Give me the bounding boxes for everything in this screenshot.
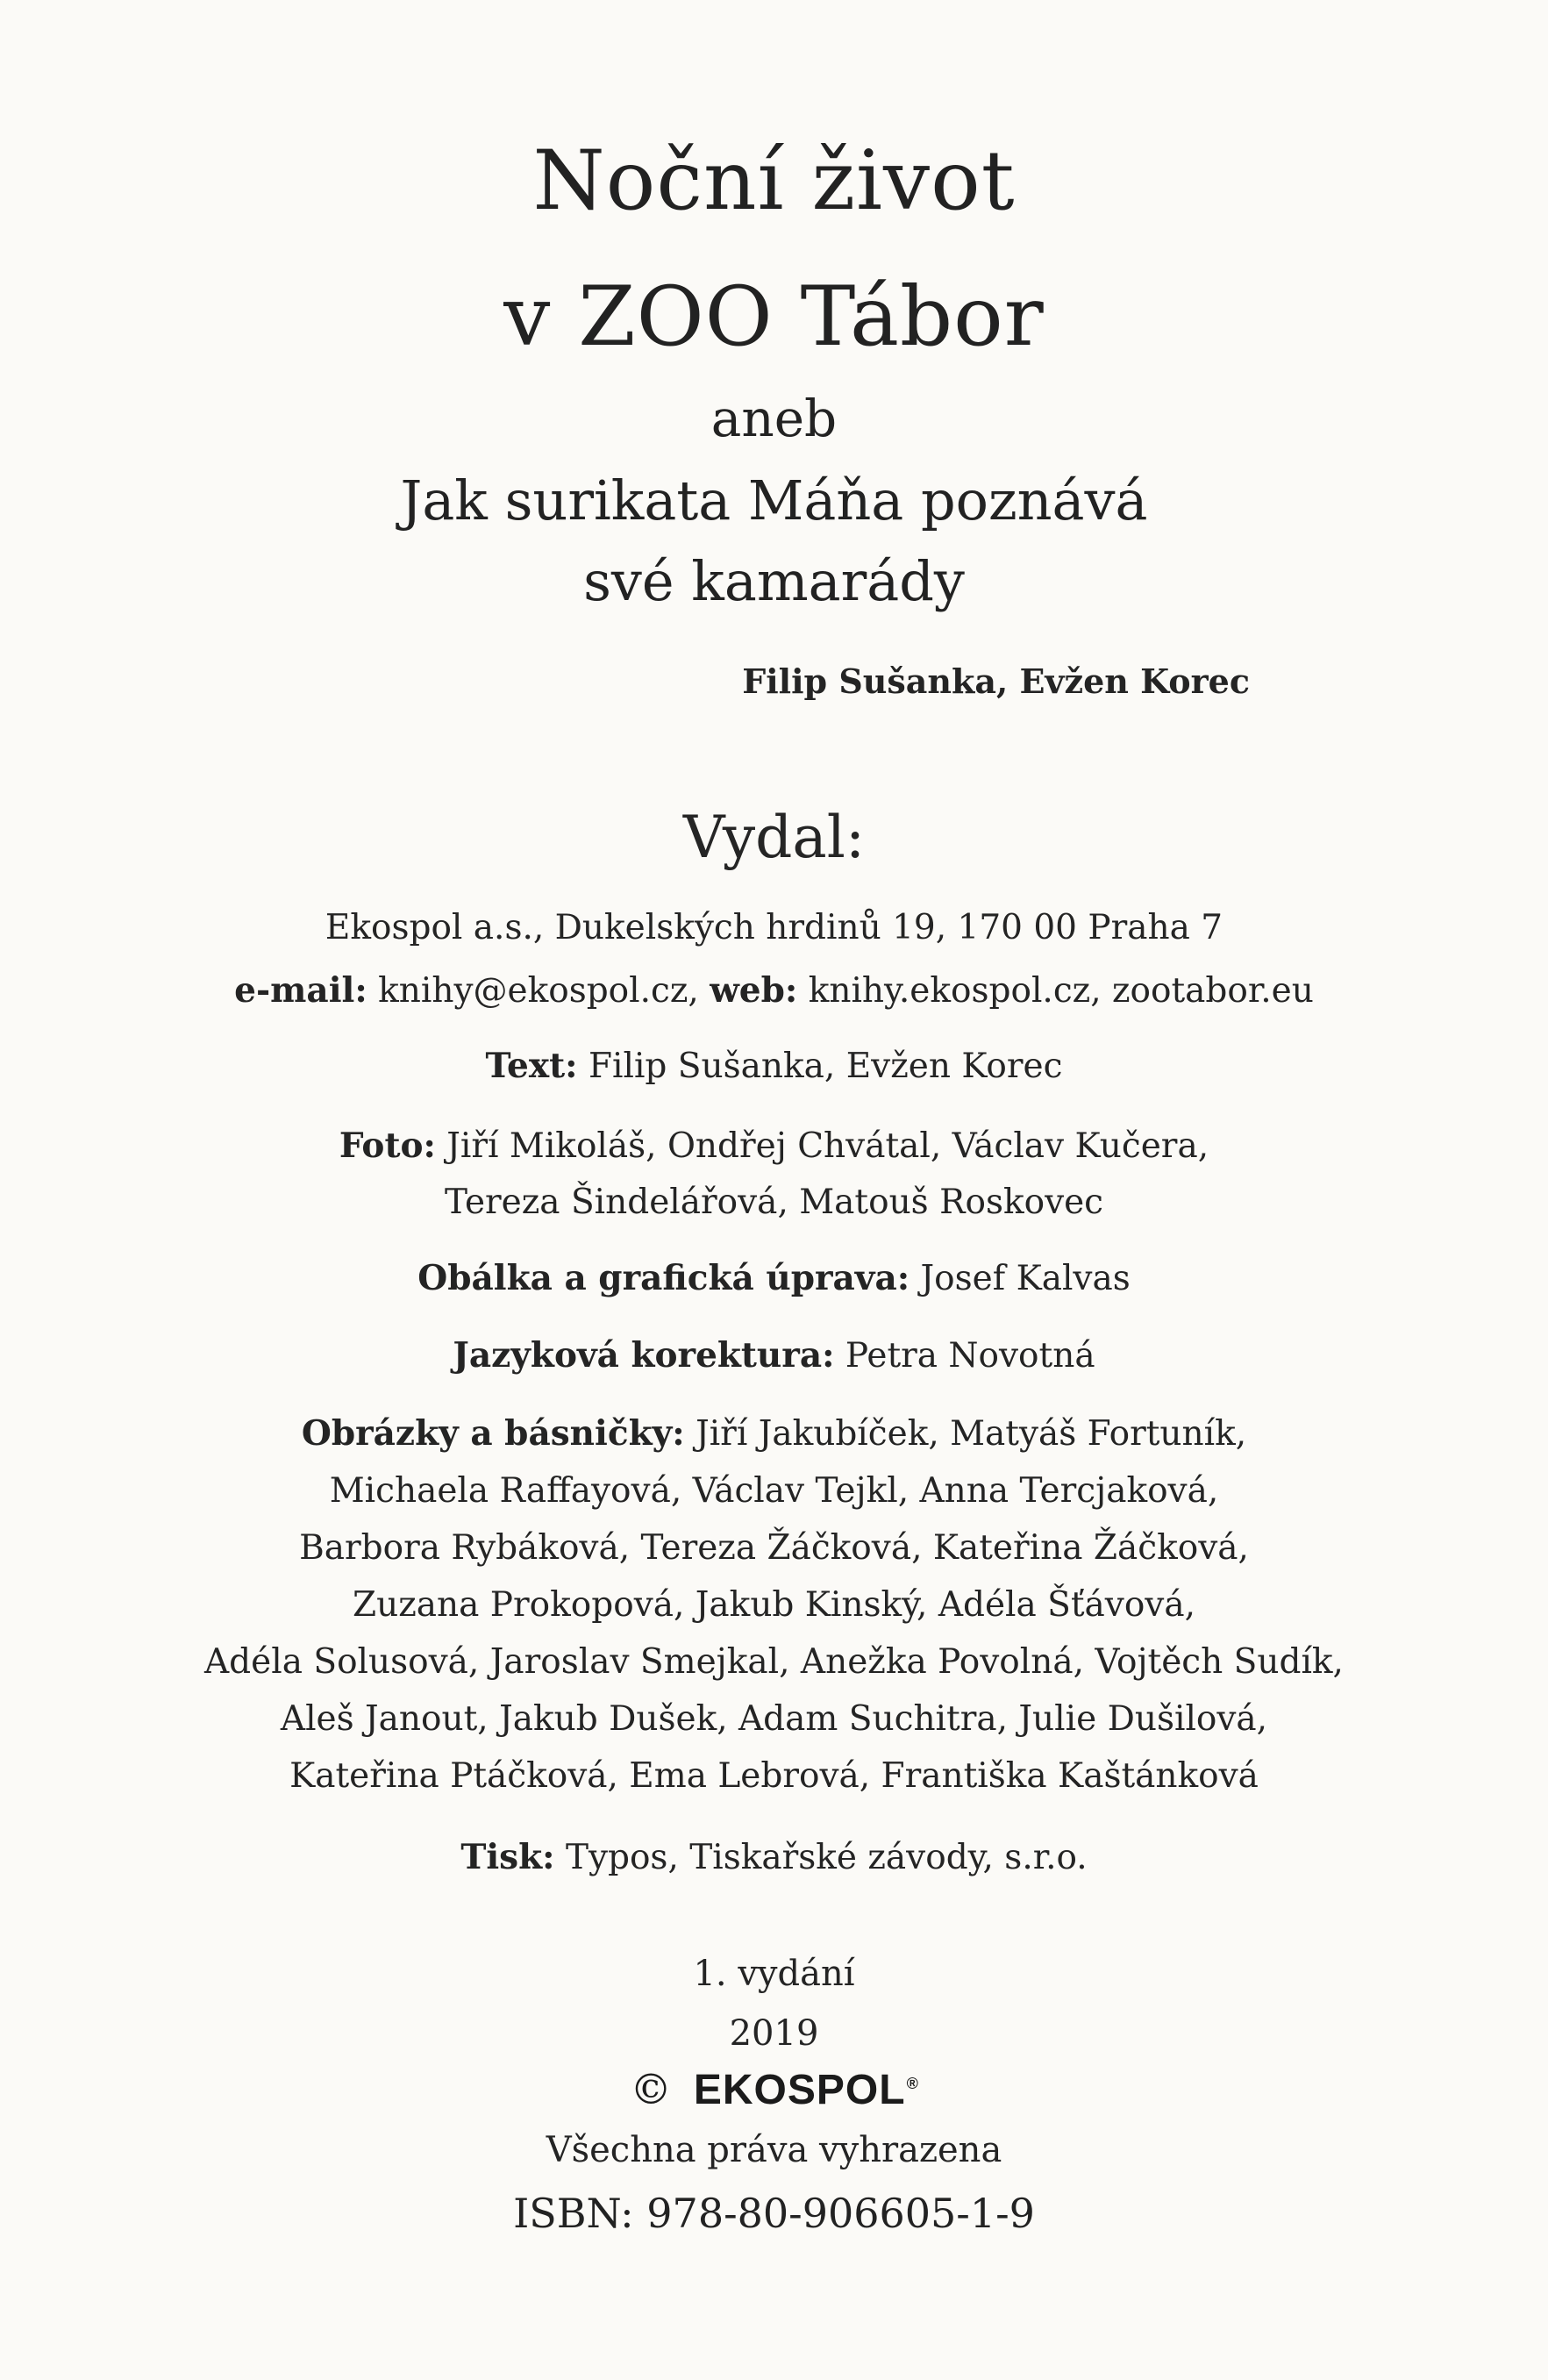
proof-label: Jazyková korektura: [453,1335,835,1376]
credit-cover [0,1258,1548,1298]
proof-value: Petra Novotná [845,1336,1095,1376]
text-value: Filip Sušanka, Evžen Korec [588,1047,1063,1086]
print-value: Typos, Tiskařské závody, s.r.o. [565,1838,1088,1877]
registered-mark: ® [906,2075,918,2092]
credit-illustrations-line-4: Zuzana Prokopová, Jakub Kinský, Adéla Šťávová, [353,1585,1195,1625]
credit-text [0,1046,1548,1086]
subtitle-aneb: aneb [710,389,838,448]
authors: Filip Sušanka, Evžen Korec [742,661,1250,701]
illustrations-value-1: Jiří Jakubíček, Matyáš Fortuník, [696,1414,1247,1454]
credit-illustrations-line-6: Aleš Janout, Jakub Dušek, Adam Suchitra, Julie Dušilová, [280,1699,1268,1739]
ekospol-logo: EKOSPOL [693,2067,906,2113]
credit-illustrations-line-7: Kateřina Ptáčková, Ema Lebrová, Františka Kaštánková [289,1756,1259,1796]
title-line-1: Noční život [532,133,1016,229]
credit-photo-line-2: Tereza Šindelářová, Matouš Roskovec [444,1183,1104,1222]
subtitle-line-2: Jak surikata Máňa poznává [400,468,1148,532]
brand-line [0,2065,1548,2114]
credit-proofreading [0,1335,1548,1376]
email-label: e-mail: [234,970,367,1011]
credit-illustrations-line-5: Adéla Solusová, Jaroslav Smejkal, Anežka Povolná, Vojtěch Sudík, [204,1642,1344,1682]
copyright-symbol: © [630,2065,673,2114]
print-label: Tisk: [460,1837,555,1877]
credit-illustrations-line-1 [0,1413,1548,1454]
publisher-heading: Vydal: [682,804,866,871]
rights-reserved: Všechna práva vyhrazena [546,2130,1002,2170]
isbn: ISBN: 978-80-906605-1-9 [513,2190,1035,2237]
credit-illustrations-line-2: Michaela Raffayová, Václav Tejkl, Anna Tercjaková, [329,1471,1219,1511]
subtitle-line-3: své kamarády [583,549,965,613]
cover-label: Obálka a grafická úprava: [417,1258,910,1298]
credit-print [0,1837,1548,1877]
edition-year: 2019 [729,2013,819,2054]
web-label: web: [710,970,798,1011]
publisher-address: Ekospol a.s., Dukelských hrdinů 19, 170 00 Praha 7 [325,908,1223,947]
illustrations-label: Obrázky a básničky: [301,1413,685,1454]
photo-label: Foto: [339,1126,436,1166]
photo-value-1: Jiří Mikoláš, Ondřej Chvátal, Václav Kučera, [446,1126,1209,1166]
cover-value: Josef Kalvas [920,1259,1131,1298]
publisher-contact [0,970,1548,1011]
email-value: knihy@ekospol.cz, [378,971,699,1011]
title-line-2: v ZOO Tábor [503,269,1045,365]
edition-label: 1. vydání [693,1954,855,1994]
web-value: knihy.ekospol.cz, zootabor.eu [808,971,1314,1011]
credit-illustrations-line-3: Barbora Rybáková, Tereza Žáčková, Kateřina Žáčková, [299,1528,1249,1568]
text-label: Text: [485,1046,578,1086]
credit-photo-line-1 [0,1126,1548,1166]
